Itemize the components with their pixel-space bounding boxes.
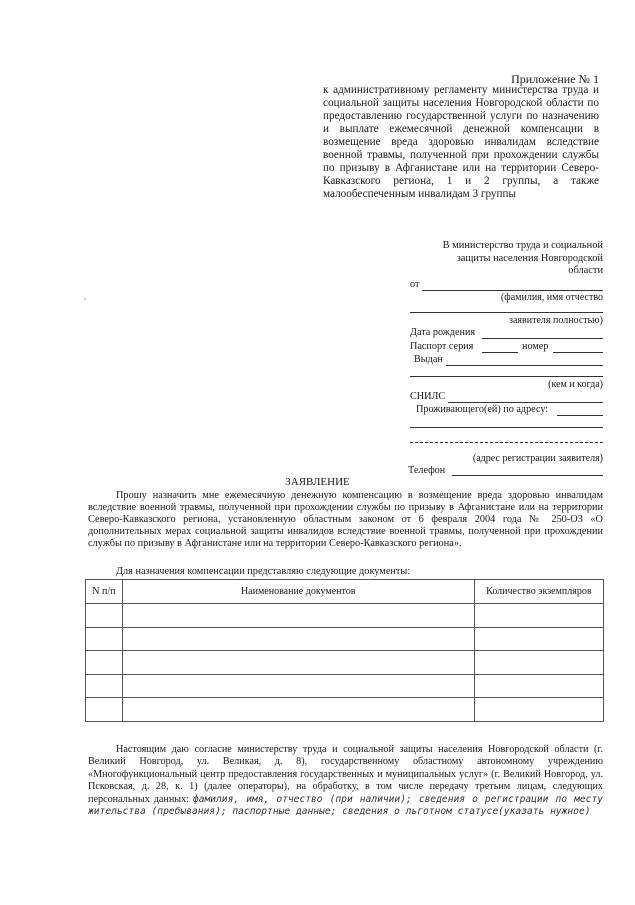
passport-series-label: Паспорт серия bbox=[410, 341, 474, 352]
header-copies: Количество экземпляров bbox=[474, 580, 603, 604]
table-cell[interactable] bbox=[474, 674, 603, 698]
snils-label: СНИЛС bbox=[410, 391, 446, 402]
table-cell[interactable] bbox=[86, 674, 123, 698]
consent-data-list: фамилия, имя, отчество (при наличии); сведения о регистрации по месту жительства (пребывания); паспортные данные; сведения о льготном статусе(указать нужное) bbox=[88, 793, 604, 818]
table-row bbox=[86, 698, 604, 722]
issued-line-2[interactable] bbox=[410, 376, 603, 377]
recipient-line-1: В министерство труда и социальной bbox=[442, 240, 603, 251]
from-label: от bbox=[410, 279, 420, 290]
table-cell[interactable] bbox=[122, 651, 474, 675]
table-row bbox=[86, 627, 604, 651]
name-caption: (фамилия, имя отчество bbox=[500, 292, 603, 303]
address-caption: (адрес регистрации заявителя) bbox=[472, 453, 603, 464]
address-label: Проживающего(ей) по адресу: bbox=[416, 404, 549, 415]
table-cell[interactable] bbox=[474, 627, 603, 651]
table-cell[interactable] bbox=[122, 674, 474, 698]
snils-line[interactable] bbox=[448, 402, 603, 403]
recipient-line-3: области bbox=[568, 265, 603, 276]
birth-label: Дата рождения bbox=[410, 327, 476, 338]
table-cell[interactable] bbox=[86, 698, 123, 722]
issued-caption: (кем и когда) bbox=[548, 379, 603, 390]
table-row bbox=[86, 651, 604, 675]
address-line-1[interactable] bbox=[557, 415, 603, 416]
table-cell[interactable] bbox=[474, 651, 603, 675]
table-cell[interactable] bbox=[122, 604, 474, 628]
table-cell[interactable] bbox=[474, 698, 603, 722]
request-text: Прошу назначить мне ежемесячную денежную компенсацию в возмещение вреда здоровью инвалидам вследствие военной травмы, полученной при прохождении службы по призыву в Афганистане или на территории Северо-Кавказского региона, установленную областным законом от 6 февраля 2004 года № 250-ОЗ «О дополнительных мерах социальной защиты инвалидов вследствие военной травмы, полученной при прохождении службы по призыву в Афганистане или на территории Северо-Кавказского региона». bbox=[88, 490, 603, 549]
table-cell[interactable] bbox=[86, 651, 123, 675]
issued-label: Выдан bbox=[414, 354, 443, 365]
table-cell[interactable] bbox=[122, 698, 474, 722]
table-row bbox=[86, 674, 604, 698]
appendix-text: к административному регламенту министерства труда и социальной защиты населения Новгородской области по предоставлению государственной услуги по назначению и выплате ежемесячной денежной компенсации в возмещение вреда здоровью инвалидам вследствие военной травмы, полученной при прохождении службы по призыву в Афганистане или на территории Северо-Кавказского региона, 1 и 2 группы, а также малообеспеченным инвалидам 3 группы bbox=[323, 84, 599, 200]
docs-intro-text: Для назначения компенсации представляю следующие документы: bbox=[116, 566, 411, 577]
scan-dot bbox=[84, 298, 86, 300]
statement-title: ЗАЯВЛЕНИЕ bbox=[285, 476, 350, 488]
address-line-2[interactable] bbox=[410, 427, 603, 428]
passport-series-line[interactable] bbox=[482, 352, 518, 353]
passport-number-line[interactable] bbox=[553, 352, 603, 353]
request-paragraph bbox=[88, 490, 603, 550]
consent-paragraph bbox=[88, 744, 603, 818]
header-number: N п/п bbox=[86, 580, 123, 604]
header-document-name: Наименование документов bbox=[122, 580, 474, 604]
appendix-title: Приложение № 1 bbox=[511, 72, 599, 86]
table-cell[interactable] bbox=[122, 627, 474, 651]
address-line-3[interactable] bbox=[410, 442, 603, 443]
issued-line[interactable] bbox=[446, 365, 603, 366]
table-header-row bbox=[86, 580, 604, 604]
name-caption-2: заявителя полностью) bbox=[509, 315, 603, 326]
consent-text: Настоящим даю согласие министерству труда и социальной защиты населения Новгородской области (г. Великий Новгород, ул. Великая, д. 8), государственному областному автономному учреждению «Многофункциональный центр предоставления государственных и муниципальных услуг» (г. Великий Новгород, ул. Псковская, д. 28, к. 1) (далее операторы), на обработку, в том числе передачу третьим лицам, следующих персональных данных: bbox=[88, 744, 603, 805]
recipient-block bbox=[420, 240, 603, 278]
documents-table bbox=[85, 579, 604, 722]
from-line[interactable] bbox=[422, 290, 603, 291]
phone-label: Телефон bbox=[408, 465, 446, 476]
table-cell[interactable] bbox=[86, 627, 123, 651]
docs-intro-paragraph bbox=[88, 566, 603, 578]
table-cell[interactable] bbox=[86, 604, 123, 628]
name-line-2[interactable] bbox=[410, 312, 603, 313]
recipient-line-2: защиты населения Новгородской bbox=[456, 252, 603, 264]
table-cell[interactable] bbox=[474, 604, 603, 628]
birth-line[interactable] bbox=[482, 338, 603, 339]
passport-number-label: номер bbox=[522, 341, 549, 352]
table-row bbox=[86, 604, 604, 628]
